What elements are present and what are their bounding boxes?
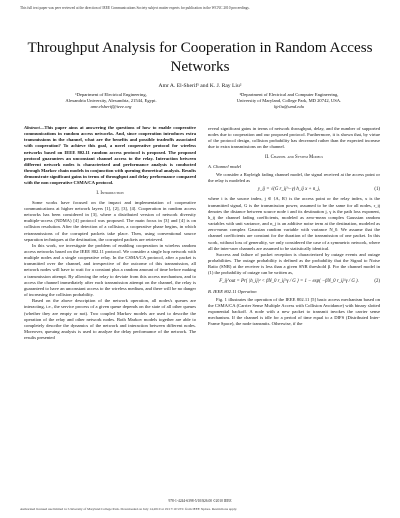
abstract-label: Abstract	[24, 125, 40, 130]
affiliation-right-univ: University of Maryland, College Park, MD 20742, USA.	[236, 98, 342, 103]
equation-2-body: F_ij^out = Pr{ |h_ij|² < βN_0 r_ij^γ / G } = 1 − exp( −βN_0 r_ij^γ / G ).	[219, 279, 359, 285]
affiliation-right-dept: ²Department of Electrical and Computer Engineering,	[239, 92, 339, 97]
affiliation-left-univ: Alexandria University, Alexandria, 21544, Egypt.	[65, 98, 157, 103]
section-heading-system-models: II. Channel and System Models	[265, 154, 323, 160]
equation-1	[208, 187, 380, 193]
header-note: This full text paper was peer reviewed at the direction of IEEE Communications Society subject matter experts for publication in the WCNC 2010 proceedings.	[20, 6, 250, 10]
subsection-channel-model: A. Channel model	[208, 163, 242, 169]
affiliation-left-email: amr.elsherif@ieee.org	[90, 104, 132, 109]
equation-2-number: (2)	[374, 279, 380, 285]
footer-isbn: 978-1-4244-6398-5/10/$26.00 ©2010 IEEE	[168, 499, 232, 503]
affiliation-left-dept: ¹Department of Electrical Engineering,	[75, 92, 147, 97]
section-heading-introduction: I. Introduction	[96, 190, 124, 196]
left-column	[24, 125, 196, 341]
channel-paragraph-2: where i is the source index, j ∈ {A, R} is the access point or the relay index, x is the transmitted signal, G is the transmission power, assumed to be the same for all nodes, r_ij denotes the distance between source node i and its destination j, γ is the path loss exponent, h_ij the channel fading coefficients, modeled as zero-mean complex Gaussian random variables with unit variance, and n_j is an additive noise term at the destination, modeled as zero-mean complex Gaussian random variable with variance N_0. We assume that the channel coefficients are constant for the duration of the transmission of one packet. In this work, without loss of generality, we only considered the case of a symmetric network, where all the inter-user channels are assumed to be statistically identical.	[208, 196, 380, 251]
affiliation-right	[200, 92, 378, 110]
equation-2	[208, 279, 380, 285]
affiliation-right-email: kjrliu@umd.edu	[274, 104, 304, 109]
authors: Amr A. El-Sherif¹ and K. J. Ray Liu²	[158, 83, 242, 89]
channel-paragraph-1: We consider a Rayleigh fading channel model, the signal received at the access point or the relay is modeled as	[208, 171, 380, 184]
intro-paragraph-3: Based on the above description of the network operation, all nodes's queues are interacting, i.e., the service process of a given queue depends on the state of all other queues (whether they are empty or not). Two coupled Markov models are used to describe the operation of the relay and other network nodes. Both Markov models together are able to completely describe the dynamics of the network and interaction between different nodes. Moreover, queuing analysis is used to analyze the delay performance of the network. The results presented	[24, 298, 196, 341]
operation-paragraph-1: Fig. 1 illustrates the operation of the IEEE 802.11 [5] basic access mechanism based on the CSMA/CA (Carrier Sense Multiple Access with Collision Avoidance) with binary slotted exponential backoff. A node with a new packet to transmit invokes the carrier sense mechanism. If the channel is idle for a period of time equal to a DIFS (Distributed Inter-Frame Space), the node transmits. Otherwise, if the	[208, 296, 380, 327]
equation-1-body: y_ij = √(G r_ij^−γ) h_ij x + n_j,	[257, 187, 321, 193]
channel-paragraph-3: Success and failure of packet reception is characterized by outage events and outage probabilities. The outage probability is defined as the probability that the Signal to Noise Ratio (SNR) at the receiver is less than a given SNR threshold β. For the channel model in (1) the probability of outage can be written as,	[208, 251, 380, 276]
footer-license: Authorized licensed use limited to: University of Maryland College Park. Downloaded on July 14,2010 at 19:17:10 UTC from IEEE Xplore. Restrictions apply.	[20, 507, 238, 511]
paper-title: Throughput Analysis for Cooperation in Random Access Networks	[27, 39, 373, 75]
right-column	[208, 126, 380, 328]
abstract	[24, 125, 196, 187]
affiliation-left	[22, 92, 200, 110]
intro-paragraph-2: In this work, we investigate the problem of enabling cooperation in wireless random access networks based on the IEEE 802.11 protocol. We consider a single hop network with multiple nodes and a single cooperative relay. In the CSMA/CA protocol, after a packet is transmitted over the channel, and irrespective of the outcome of this transmission, all network nodes will have to wait for a constant plus a random amount of time before making a transmission attempt. By allowing the relay to deviate from this access mechanism, and to access the channel immediately after each transmission attempt on the channel, the relay is guaranteed to have an unconstant access to the wireless medium, and there will be no danger of increasing the collision probability.	[24, 242, 196, 298]
intro-continuation: reveal significant gains in terms of network throughput, delay, and the number of supported nodes due to cooperation and our proposed protocol. Furthermore, it is shown that, by virtue of the protocol design, collision probability has decreased rather than the expected increase due to extra transmissions on the channel.	[208, 126, 380, 150]
subsection-ieee-operation: B. IEEE 802.11 Operation	[208, 288, 257, 294]
abstract-text: —This paper aims at answering the questions of how to enable cooperative communications in random access networks. And, since cooperation introduces extra transmissions in the channel, what are the benefits and possible tradeoffs associated with cooperation? To achieve this goal, a novel cooperative protocol for wireless networks based on IEEE 802.11 random access protocol is proposed. The proposed protocol guarantees an unconstant channel access to the relay. Interaction between different network nodes is characterized and performance analysis is conducted through Markov chain models in conjunction with queuing theoretical analysis. Results demonstrate significant gains in terms of throughput and delay performance compared with the non cooperative CSMA/CA protocol.	[24, 125, 196, 186]
equation-1-number: (1)	[374, 187, 380, 193]
intro-paragraph-1: Some works have focused on the impact and implementation of cooperative communications at higher network layers [1], [2], [3], [4]. Cooperation in random access networks has been considered in [3], where a distributed version of network diversity multiple-access (NDMA) [4] protocol was proposed. The main focus in [3] and [4] is on collision resolution. After the detection of a collision, a cooperative phase begins, in which retransmissions of the corrupted packets take place. Then, using conventional source separation techniques at the destination, the corrupted packets are retrieved.	[24, 199, 196, 242]
